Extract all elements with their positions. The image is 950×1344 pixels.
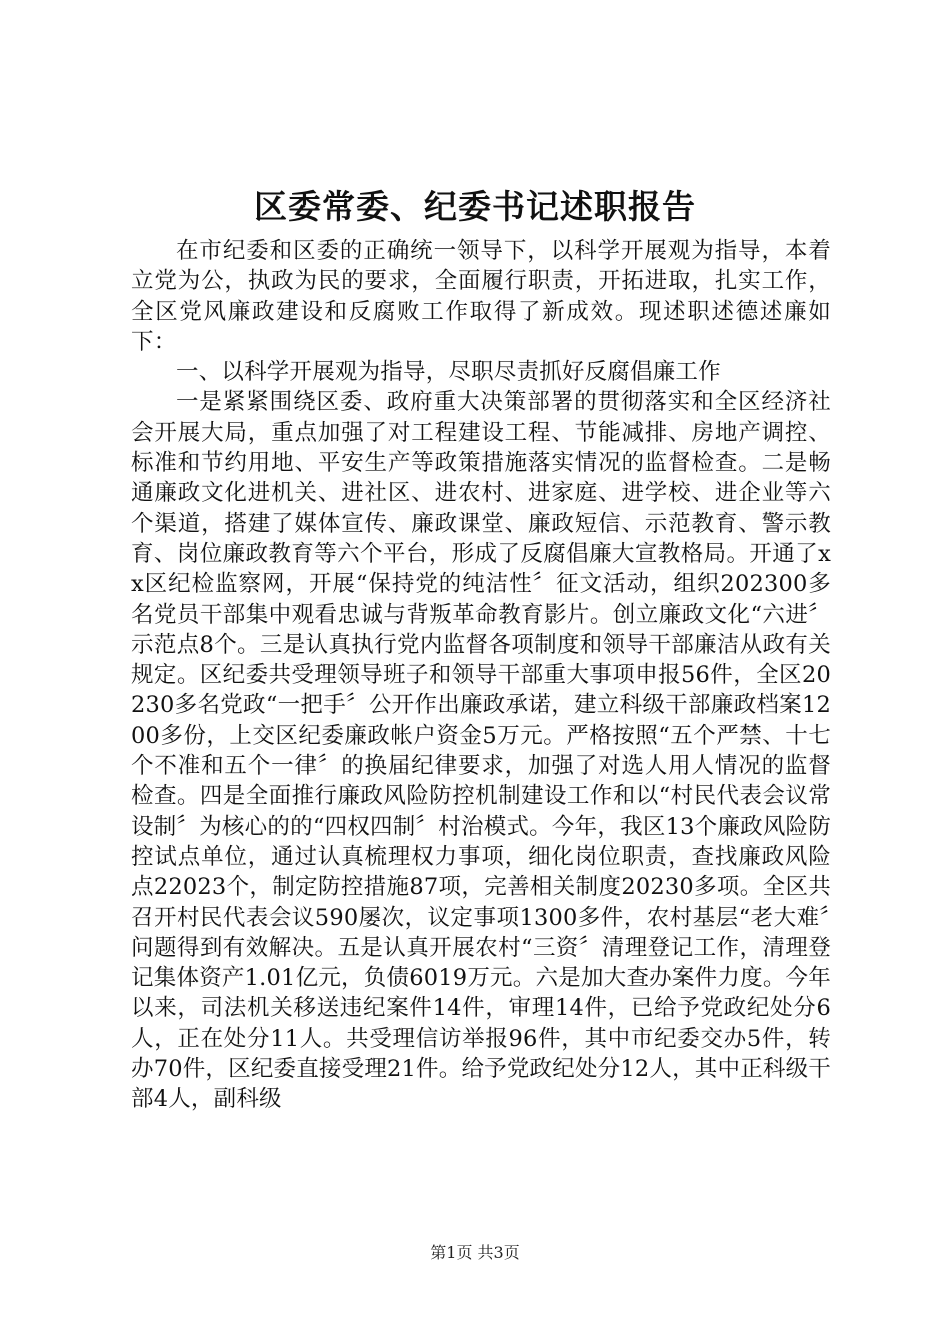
section-heading-1: 一、以科学开展观为指导，尽职尽责抓好反腐倡廉工作 xyxy=(176,359,721,386)
section-1-paragraph: 一是紧紧围绕区委、政府重大决策部署的贯彻落实和全区经济社会开展大局，重点加强了对工程建设工程、节能减排、房地产调控、标准和节约用地、平安生产等政策措施落实情况的监督检查。二是畅通廉政文化进机关、进社区、进农村、进家庭、进学校、进企业等六个渠道，搭建了媒体宣传、廉政课堂、廉政短信、示范教育、警示教育、岗位廉政教育等六个平台，形成了反腐倡廉大宣教格局。开通了xx区纪检监察网，开展“保持党的纯洁性〞征文活动，组织202300多名党员干部集中观看忠诚与背叛革命教育影片。创立廉政文化“六进〞示范点8个。三是认真执行党内监督各项制度和领导干部廉洁从政有关规定。区纪委共受理领导班子和领导干部重大事项申报56件，全区20230多名党政“一把手〞公开作出廉政承诺，建立科级干部廉政档案1200多份，上交区纪委廉政帐户资金5万元。严格按照“五个严禁、十七个不准和五个一律〞的换届纪律要求，加强了对选人用人情况的监督检查。四是全面推行廉政风险防控机制建设工作和以“村民代表会议常设制〞为核心的的“四权四制〞村治模式。今年，我区13个廉政风险防控试点单位，通过认真梳理权力事项，细化岗位职责，查找廉政风险点22023个，制定防控措施87项，完善相关制度20230多项。全区共召开村民代表会议590屡次，议定事项1300多件，农村基层“老大难〞问题得到有效解决。五是认真开展农村“三资〞清理登记工作，清理登记集体资产1.01亿元，负债6019万元。六是加大查办案件力度。今年以来，司法机关移送违纪案件14件，审理14件，已给予党政纪处分6人，正在处分11人。共受理信访举报96件，其中市纪委交办5件，转办70件，区纪委直接受理21件。给予党政纪处分12人，其中正科级干部4人，副科级 xyxy=(131,389,831,1113)
intro-paragraph: 在市纪委和区委的正确统一领导下，以科学开展观为指导，本着立党为公，执政为民的要求，全面履行职责，开拓进取，扎实工作，全区党风廉政建设和反腐败工作取得了新成效。现述职述德述廉如下： xyxy=(131,238,831,355)
document-title: 区委常委、纪委书记述职报告 xyxy=(254,187,696,226)
document-body xyxy=(131,236,831,1115)
page-footer: 第1页 共3页 xyxy=(430,1243,520,1262)
